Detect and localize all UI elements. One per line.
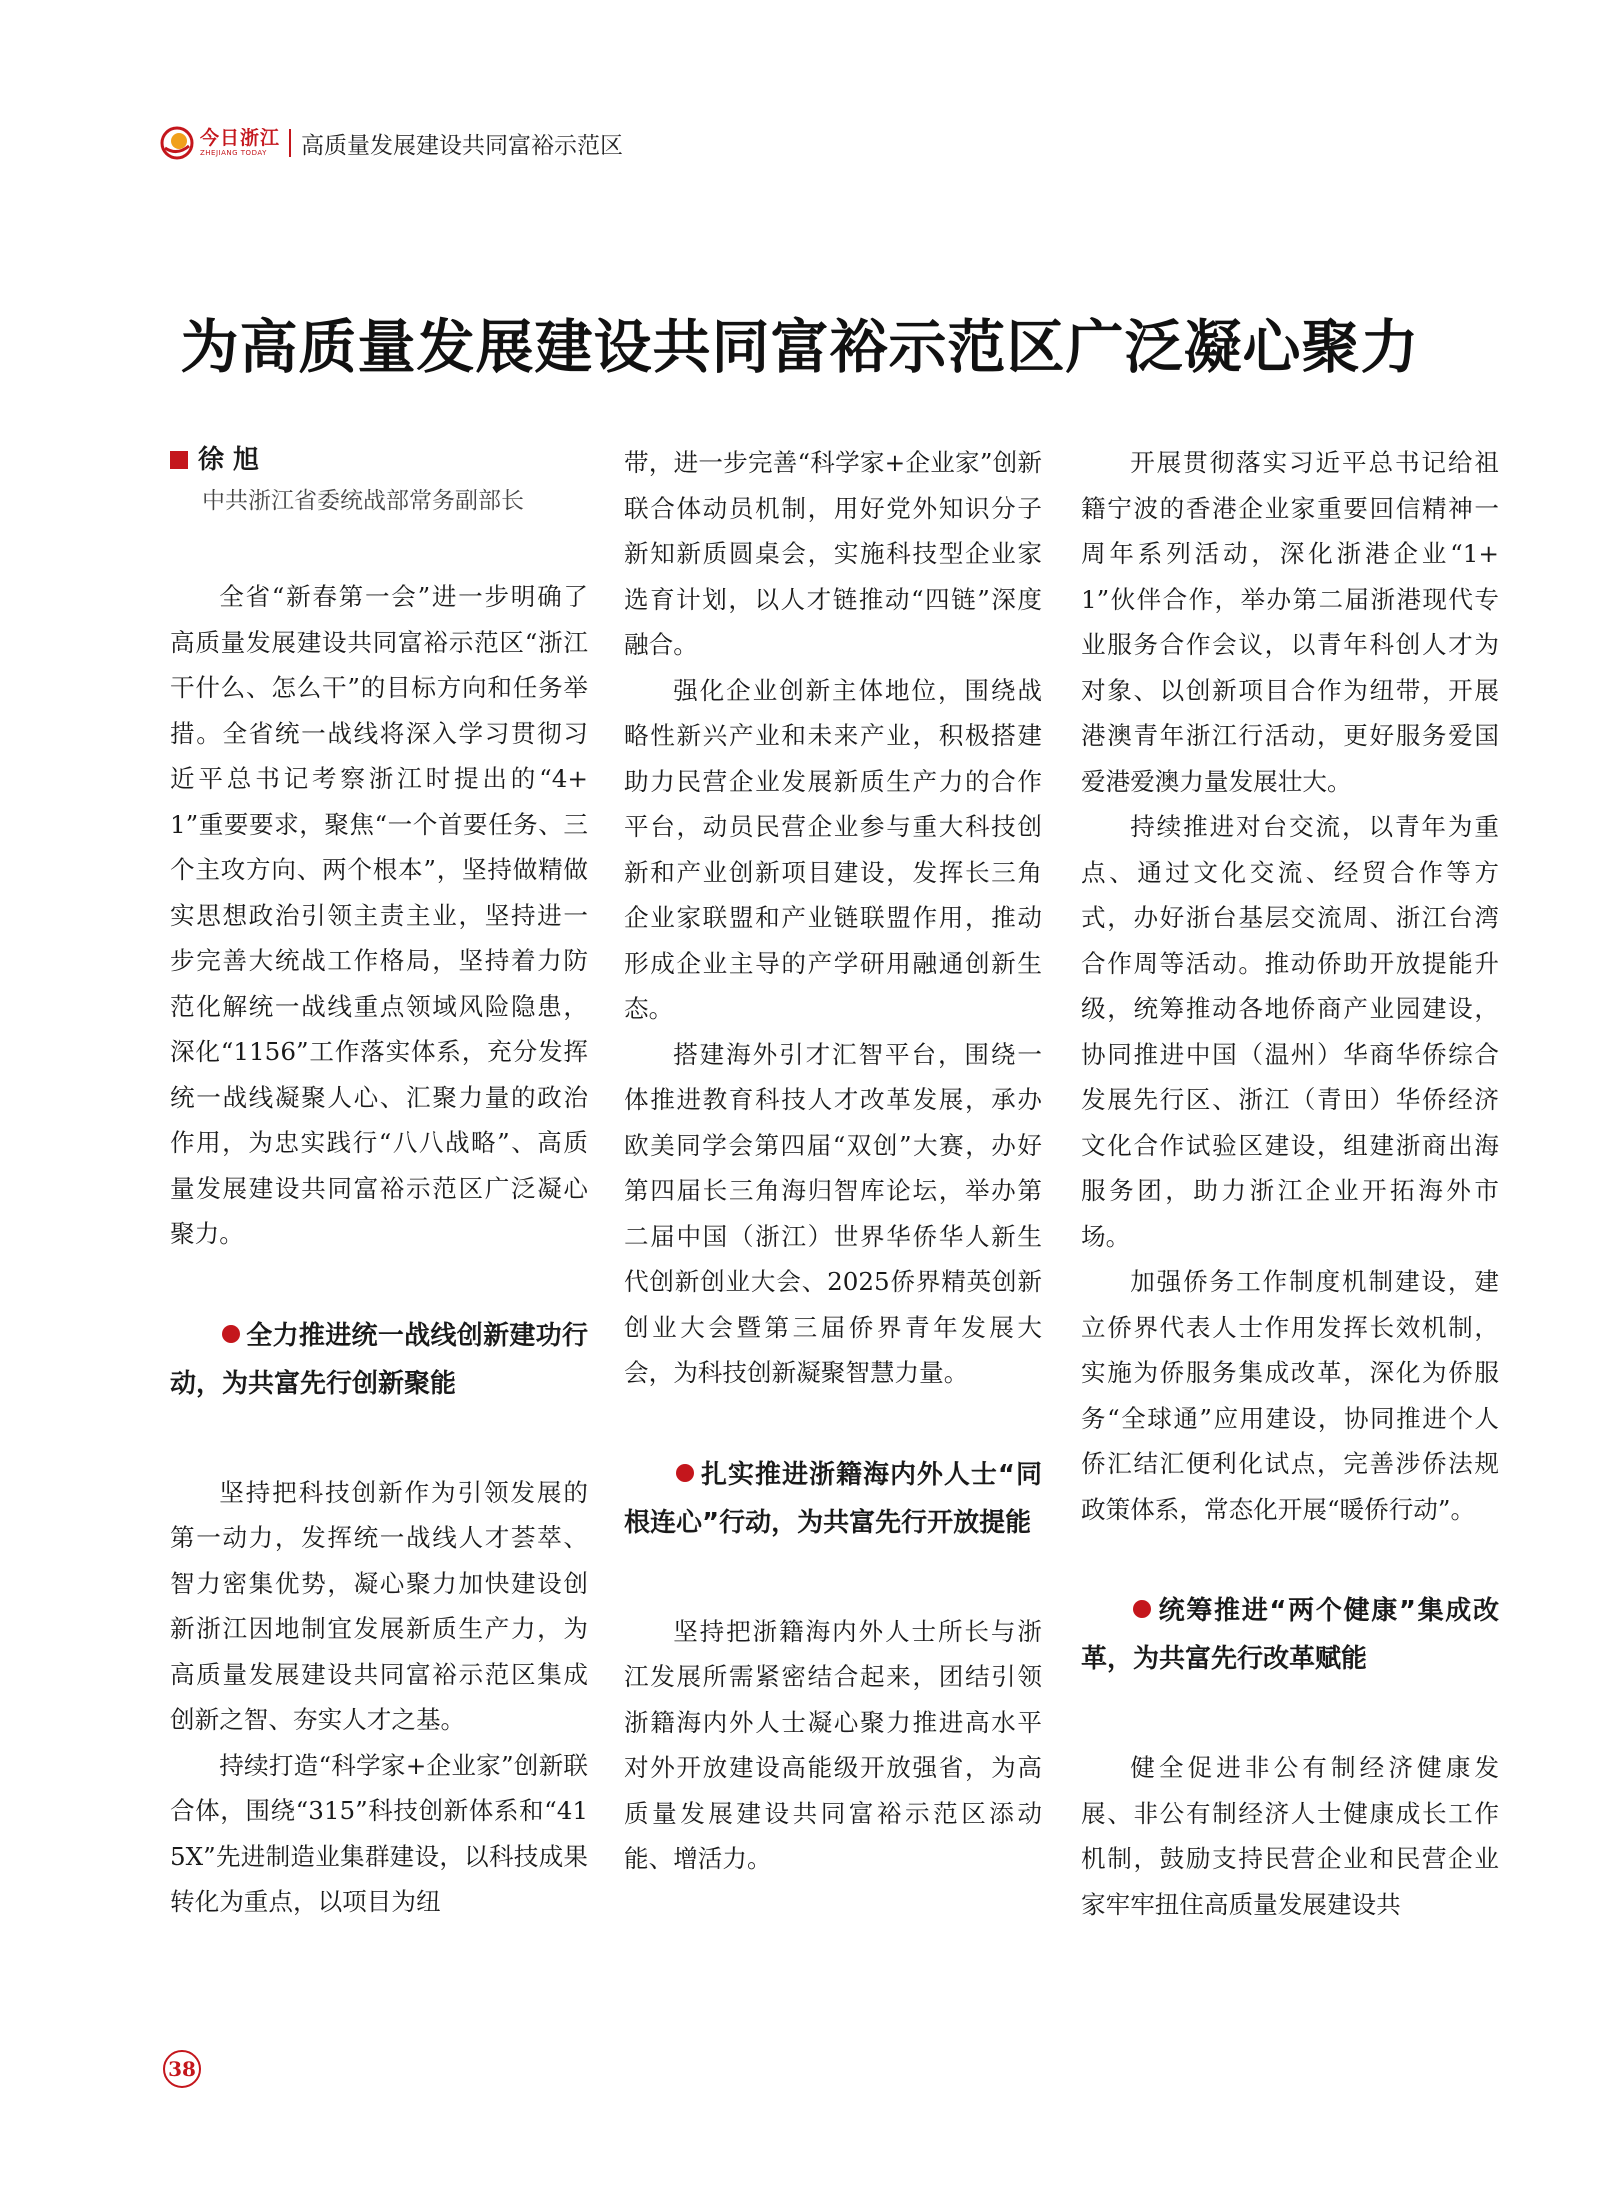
logo-chinese-text: 今日浙江	[200, 127, 281, 149]
article-title: 为高质量发展建设共同富裕示范区广泛凝心聚力	[180, 313, 1420, 381]
paragraph: 带，进一步完善“科学家+企业家”创新联合体动员机制，用好党外知识分子新知新质圆桌会，实施科技型企业家选育计划，以人才链推动“四链”深度融合。	[624, 448, 1042, 659]
header-divider	[289, 129, 291, 157]
author-line	[170, 440, 588, 480]
paragraph: 加强侨务工作制度机制建设，建立侨界代表人士作用发挥长效机制，实施为侨服务集成改革，深化为侨服务“全球通”应用建设，协同推进个人侨汇结汇便利化试点，完善涉侨法规政策体系，常态化开展“暖侨行动”。	[1081, 1267, 1499, 1524]
red-dot-icon	[222, 1325, 240, 1343]
section-heading	[170, 1312, 588, 1408]
paragraph: 坚持把浙籍海内外人士所长与浙江发展所需紧密结合起来，团结引领浙籍海内外人士凝心聚力推进高水平对外开放建设高能级开放强省，为高质量发展建设共同富裕示范区添动能、增活力。	[624, 1616, 1042, 1873]
author-square-marker	[170, 451, 188, 469]
sun-logo-icon	[160, 126, 194, 160]
column-1	[170, 440, 588, 1925]
paragraph: 持续推进对台交流，以青年为重点、通过文化交流、经贸合作等方式，办好浙台基层交流周、浙江台湾合作周等活动。推动侨助开放提能升级，统筹推动各地侨商产业园建设，协同推进中国（温州）华商华侨综合发展先行区、浙江（青田）华侨经济文化合作试验区建设，组建浙商出海服务团，助力浙江企业开拓海外市场。	[1081, 812, 1499, 1251]
paragraph: 坚持把科技创新作为引领发展的第一动力，发挥统一战线人才荟萃、智力密集优势，凝心聚力加快建设创新浙江因地制宜发展新质生产力，为高质量发展建设共同富裕示范区集成创新之智、夯实人才之基。	[170, 1477, 588, 1734]
logo-english-text: ZHEJIANG TODAY	[200, 149, 267, 157]
column-3	[1081, 440, 1499, 1927]
paragraph: 搭建海外引才汇智平台，围绕一体推进教育科技人才改革发展，承办欧美同学会第四届“双创”大赛，办好第四届长三角海归智库论坛，举办第二届中国（浙江）世界华侨华人新生代创新创业大会、2025侨界精英创新创业大会暨第三届侨界青年发展大会，为科技创新凝聚智慧力量。	[624, 1039, 1042, 1387]
paragraph: 持续打造“科学家+企业家”创新联合体，围绕“315”科技创新体系和“415X”先进制造业集群建设，以科技成果转化为重点，以项目为纽	[170, 1750, 588, 1916]
red-dot-icon	[676, 1464, 694, 1482]
author-position: 中共浙江省委统战部常务副部长	[202, 488, 524, 514]
page-number: 38	[163, 2050, 201, 2088]
column-2	[624, 440, 1042, 1882]
section-heading	[1081, 1587, 1499, 1683]
section-name: 高质量发展建设共同富裕示范区	[301, 132, 623, 159]
paragraph: 全省“新春第一会”进一步明确了高质量发展建设共同富裕示范区“浙江干什么、怎么干”的目标方向和任务举措。全省统一战线将深入学习贯彻习近平总书记考察浙江时提出的“4+1”重要要求，聚焦“一个首要任务、三个主攻方向、两个根本”，坚持做精做实思想政治引领主责主业，坚持进一步完善大统战工作格局，坚持着力防范化解统一战线重点领域风险隐患，深化“1156”工作落实体系，充分发挥统一战线凝聚人心、汇聚力量的政治作用，为忠实践行“八八战略”、高质量发展建设共同富裕示范区广泛凝心聚力。	[170, 582, 588, 1248]
author-name: 徐 旭	[198, 445, 260, 475]
zhejiang-today-logo	[160, 126, 285, 160]
red-dot-icon	[1133, 1600, 1151, 1618]
paragraph: 健全促进非公有制经济健康发展、非公有制经济人士健康成长工作机制，鼓励支持民营企业和民营企业家牢牢扭住高质量发展建设共	[1081, 1753, 1499, 1919]
paragraph: 强化企业创新主体地位，围绕战略性新兴产业和未来产业，积极搭建助力民营企业发展新质生产力的合作平台，动员民营企业参与重大科技创新和产业创新项目建设，发挥长三角企业家联盟和产业链联盟作用，推动形成企业主导的产学研用融通创新生态。	[624, 675, 1042, 1023]
page-header	[160, 118, 623, 168]
section-heading-text: 全力推进统一战线创新建功行动，为共富先行创新聚能	[170, 1320, 588, 1399]
paragraph: 开展贯彻落实习近平总书记给祖籍宁波的香港企业家重要回信精神一周年系列活动，深化浙港企业“1+1”伙伴合作，举办第二届浙港现代专业服务合作会议，以青年科创人才为对象、以创新项目合作为纽带，开展港澳青年浙江行活动，更好服务爱国爱港爱澳力量发展壮大。	[1081, 448, 1499, 796]
section-heading-text: 统筹推进“两个健康”集成改革，为共富先行改革赋能	[1081, 1596, 1499, 1674]
section-heading-text: 扎实推进浙籍海内外人士“同根连心”行动，为共富先行开放提能	[624, 1459, 1042, 1538]
section-heading	[624, 1451, 1042, 1547]
